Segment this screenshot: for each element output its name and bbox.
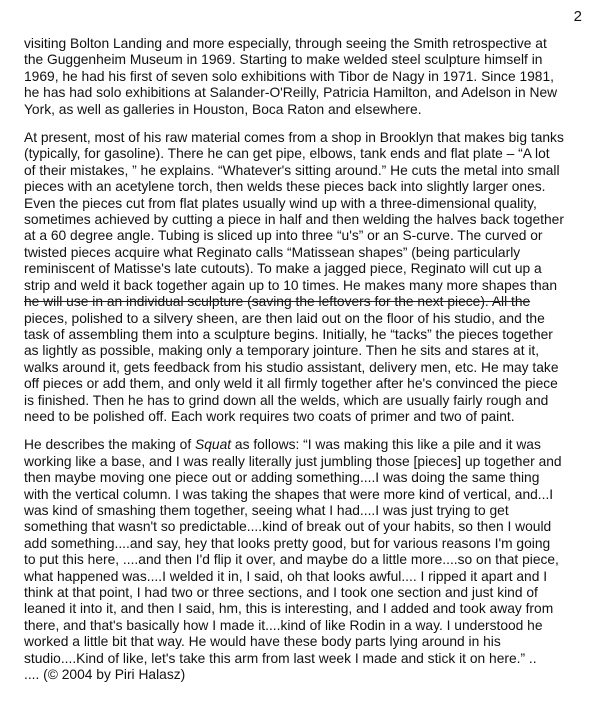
text-line: as lightly as possible, making only a temporary jointure. Then he sits and stares at it,: [24, 343, 540, 359]
text-line: worked a little bit that way. He would have these body parts lying around in his: [24, 634, 501, 650]
text-line: twisted pieces acquire what Reginato calls “Matissean shapes” (being particularly: [24, 244, 521, 260]
text-line: need to be polished off. Each work requires two coats of primer and two of paint.: [24, 408, 515, 424]
text-line: reminiscent of Matisse's late cutouts). To make a jagged piece, Reginato will cut up a: [24, 261, 542, 277]
text-line: there, and that's basically how I made it....kind of like Rodin in a way. I understood he: [24, 617, 543, 633]
text-line: was kind of smashing them together, seeing what I had....I was just trying to get: [24, 502, 509, 518]
paragraph-3: [24, 437, 584, 683]
text-line: the Guggenheim Museum in 1969. Starting to make welded steel sculpture himself in: [24, 52, 543, 68]
text-line: working like a base, and I was really literally just jumbling those [pieces] up together and: [24, 453, 562, 469]
text-line: (typically, for gasoline). There he can get pipe, elbows, tank ends and flat plate – “A lot: [24, 146, 550, 162]
text-line: York, as well as galleries in Houston, Boca Raton and elsewhere.: [24, 101, 422, 117]
text-line: what happened was....I welded it in, I said, oh that looks awful.... I ripped it apart and I: [24, 568, 548, 584]
text-line: At present, most of his raw material comes from a shop in Brooklyn that makes big tanks: [24, 130, 564, 146]
text-line: task of assembling them into a sculpture begins. Initially, he “tacks” the pieces together: [24, 326, 553, 342]
text-line: pieces, polished to a silvery sheen, are then laid out on the floor of his studio, and the: [24, 310, 545, 326]
text-line: think at that point, I had two or three sections, and I took one section and just kind of: [24, 585, 538, 600]
text-fragment: He describes the making of: [24, 437, 196, 453]
text-line: to put this here, ....and then I'd flip it over, and maybe do a little more....so on that piece,: [24, 552, 559, 568]
text-line: strip and weld it back together again up to 10 times. He makes many more shapes than: [24, 277, 557, 293]
article-body: [24, 36, 584, 695]
text-line: then maybe moving one piece out or adding something....I was doing the same thing: [24, 470, 540, 486]
text-line: add something....and say, hey that looks pretty good, but for various reasons I'm going: [24, 535, 551, 551]
paragraph-2: [24, 130, 584, 425]
artwork-title: Squat: [195, 437, 232, 453]
text-line: sometimes achieved by cutting a piece in half and then welding the halves back together: [24, 212, 564, 228]
paragraph-1: [24, 36, 584, 118]
text-line: leaned it into it, and then I said, hm, this is interesting, and I added and took away from: [24, 601, 554, 617]
page-number: 2: [573, 8, 582, 25]
text-line: pieces with an acetylene torch, then welds these pieces back into slightly larger ones.: [24, 179, 546, 195]
text-fragment: as follows: “I was making this like a pile and it was: [231, 437, 541, 453]
text-line: walks around it, gets feedback from his studio assistant, delivery men, etc. He may take: [24, 359, 559, 375]
text-line: something that wasn't so predictable....kind of break out of your habits, so then I would: [24, 519, 552, 535]
text-line: visiting Bolton Landing and more especially, through seeing the Smith retrospective at: [24, 36, 547, 51]
text-line: is finished. Then he has to grind down all the welds, which are usually fairly rough and: [24, 392, 549, 408]
text-line: studio....Kind of like, let's take this arm from last week I made and stick it on here.” ..: [24, 650, 537, 666]
copyright-line: .... (© 2004 by Piri Halasz): [24, 667, 186, 683]
struck-through-line: he will use in an individual sculpture (saving the leftovers for the next piece). All the: [24, 294, 531, 310]
text-line: Even the pieces cut from flat plates usually wind up with a three-dimensional quality,: [24, 195, 537, 211]
text-line: 1969, he had his first of seven solo exhibitions with Tibor de Nagy in 1971. Since 1981,: [24, 68, 554, 84]
text-line: at a 60 degree angle. Tubing is sliced up into three “u's” or an S-curve. The curved or: [24, 228, 543, 244]
text-line: he has had solo exhibitions at Salander-O'Reilly, Patricia Hamilton, and Adelson in New: [24, 85, 558, 101]
text-line: of their mistakes, ” he explains. “Whatever's sitting around.” He cuts the metal into small: [24, 162, 560, 178]
text-line: off pieces or add them, and only weld it all firmly together after he's convinced the piece: [24, 376, 558, 392]
text-line: with the vertical column. I was taking the shapes that were more kind of vertical, and...I: [24, 486, 554, 502]
text-line: [24, 437, 584, 453]
